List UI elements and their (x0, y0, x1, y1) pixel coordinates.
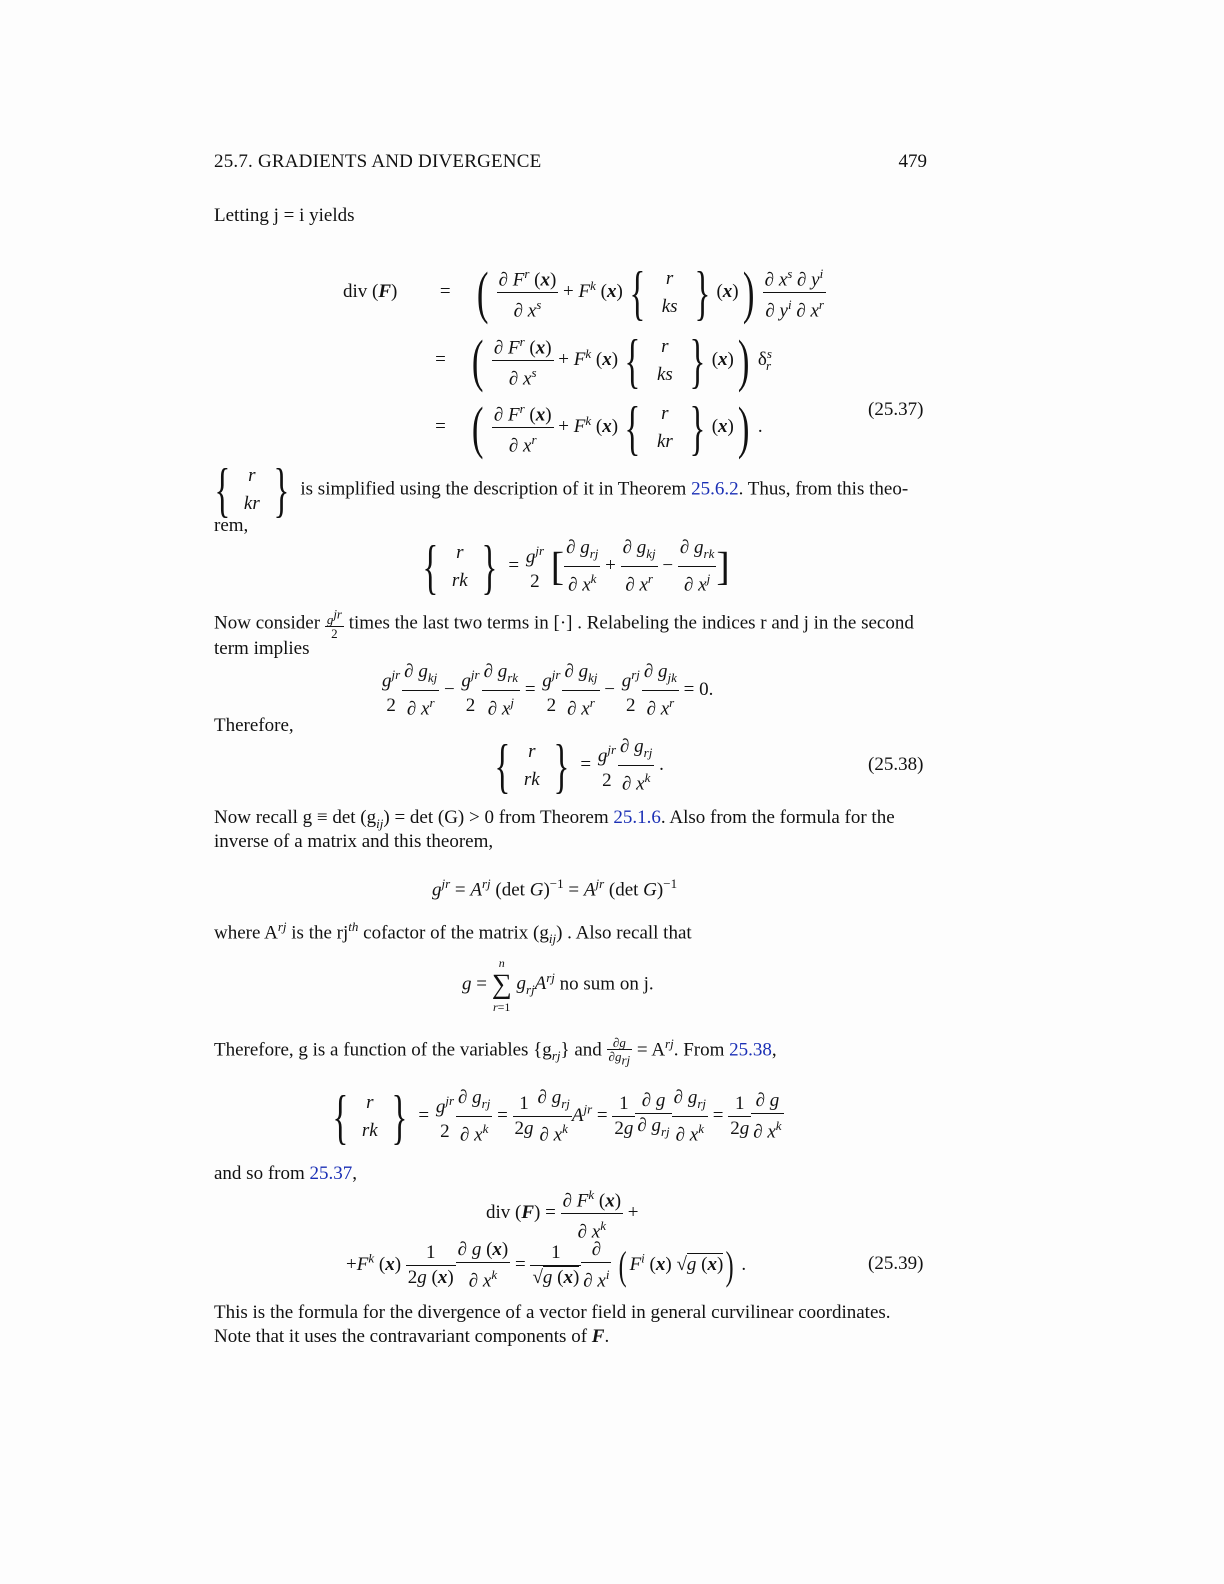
eq37-line1: div (F) = ( $\frac{\partial F^r (x)}{\partial x^s}$ + $F^k$ (x) { r ks } (x)) $\frac{\partial x^s}{\partial y^i}$ $\frac{\partial y^i}{\partial x^r}$ (343, 259, 824, 326)
running-header (214, 150, 927, 174)
text-term-implies: term implies (214, 638, 310, 659)
eq-sum: g = n ∑ r=1 $g_{rj}A^{rj}$ no sum on j. (462, 956, 654, 1014)
equation-number-25-38: (25.38) (868, 754, 924, 775)
eq37-line2: = ( $\frac{\partial F^r (x)}{\partial x^s}$ + $F^k$ (x) { r ks } (x)) $\delta^s_r$ (435, 327, 772, 394)
text-therefore-g: Therefore, g is a function of the variables {g (214, 1039, 552, 1061)
eq-chain: { r rk } = $g^{jr}$ 2 $\frac{\partial g_{rj}}{\partial x^k}$ = $\frac{1}{2g}$ $\frac{\partial g_{rj}}{\partial x^k}$ $A^{jr}$ = $\frac{1}{2g}$ $\frac{\partial g}{\partial g_{rj}}$ $\frac{\partial g_{rj}}{\partial x^k}$ = $\frac{1}{2g}$ $\frac{\partial g}{\partial x^k}$ (332, 1083, 782, 1150)
link-theorem-25-6-2[interactable]: 25.6.2 (691, 478, 739, 500)
eq-relabel: $g^{jr}$ 2 $\frac{\partial g_{kj}}{\partial x^r}$ − $g^{jr}$ 2 $\frac{\partial g_{rk}}{\partial x^j}$ = $g^{jr}$ 2 $\frac{\partial g_{kj}}{\partial x^r}$ − $g^{rj}$ 2 $\frac{\partial g_{jk}}{\partial x^r}$ = 0. (382, 661, 714, 720)
eq-christoffel: { r rk } = $g^{jr}$ 2 [ $\frac{\partial g_{rj}}{\partial x^k}$ + $\frac{\partial g_{kj}}{\partial x^r}$ − $\frac{\partial g_{rk}}{\partial x^j}$ ] (422, 533, 730, 600)
paragraph-therefore-g: Therefore, g is a function of the variables $\{g_{rj}\}$ and $\frac{\partial g}{\partial g_{rj}}$ = $A^{rj}$. From 25.38, (214, 1034, 777, 1068)
text-and: } and (560, 1039, 602, 1061)
eq-inverse: $g^{jr} = A^{rj}$ (det $G)^{-1} = A^{jr}$ (det G)$^{-1}$ (432, 876, 678, 901)
eq-25-39-line2: $+F^k$ (x) $\frac{1}{2g (x)}$ $\frac{\partial g (x)}{\partial x^k}$ = $\frac{1}{√g (x)}$ $\frac{\partial}{\partial x^i}$ ( $F^i$ (x) √g (x)) . (346, 1239, 747, 1292)
link-theorem-25-1-6[interactable]: 25.1.6 (613, 807, 661, 828)
paragraph-now-consider: Now consider $\frac{g^{jr}}{2}$ times the last two terms in [·] . Relabeling the indices r and j in the second (214, 607, 914, 642)
paragraph-where: where $A^{rj}$ is the $rj^{th}$ cofactor of the matrix $(g_{ij})$ . Also recall that (214, 919, 692, 947)
paragraph-simplified: { r kr } is simplified using the description of it in Theorem 25.6.2. Thus, from this theo- (214, 457, 909, 523)
text-now-consider: Now consider (214, 612, 321, 634)
text-det-g: ) = det (G) > 0 from Theorem (383, 807, 614, 828)
eq-25-39-line1: div (F) = $\frac{\partial F^k (x)}{\partial x^k}$ + (486, 1183, 639, 1245)
text-comma-2: , (352, 1163, 358, 1184)
text-letting: Letting j = i yields (214, 205, 355, 226)
text-no-sum: no sum on j. (559, 973, 654, 995)
section-title: 25.7. GRADIENTS AND DIVERGENCE (214, 151, 542, 172)
text-from: . From (673, 1039, 730, 1061)
paragraph-and-so (214, 1162, 357, 1186)
text-is-the: is the rj (286, 922, 349, 944)
equation-number-25-39: (25.39) (868, 1253, 924, 1274)
text-simplified: is simplified using the description of it in Theorem (300, 478, 692, 500)
text-cofactor: cofactor of the matrix (g (358, 922, 549, 944)
paragraph-final-2 (214, 1325, 927, 1349)
paragraph-letting (214, 204, 927, 228)
text-comma: , (771, 1039, 777, 1061)
text-final-2a: Note that it uses the contravariant components of (214, 1326, 592, 1347)
text-also-recall: ) . Also recall that (556, 922, 692, 944)
text-final-2c: . (604, 1326, 610, 1347)
page-number: 479 (898, 151, 927, 172)
text-final-1: This is the formula for the divergence of a vector field in general curvilinear coordinates. (214, 1302, 891, 1323)
eq-25-38: { r rk } = $g^{jr}$ 2 $\frac{\partial g_{rj}}{\partial x^k}$ . (494, 732, 664, 799)
text-where-a: where A (214, 922, 278, 944)
text-inverse-matrix: inverse of a matrix and this theorem, (214, 831, 494, 852)
text-also-formula: . Also from the formula for the (660, 807, 895, 828)
equation-number-25-37: (25.37) (868, 399, 924, 420)
text-now-recall: Now recall g ≡ det (g (214, 807, 377, 828)
text-thus: . Thus, from this theo- (738, 478, 909, 500)
text-rem: rem, (214, 515, 249, 536)
link-eq-25-37[interactable]: 25.37 (309, 1163, 353, 1184)
paragraph-now-recall: Now recall $g \equiv \det (g_{ij}) = \det (G) > 0$ from Theorem 25.1.6. Also from the formula for the (214, 807, 895, 831)
text-final-2b: F (591, 1326, 605, 1347)
link-eq-25-38[interactable]: 25.38 (729, 1039, 772, 1061)
text-eq-a: = A (636, 1039, 666, 1061)
eq37-line3: = ( $\frac{\partial F^r (x)}{\partial x^r}$ + $F^k$ (x) { r kr } (x)) . (435, 394, 763, 461)
text-times-last: times the last two terms in [·] . Relabeling the indices r and j in the second (348, 612, 914, 634)
text-therefore-1: Therefore, (214, 715, 294, 736)
text-and-so: and so from (214, 1163, 310, 1184)
